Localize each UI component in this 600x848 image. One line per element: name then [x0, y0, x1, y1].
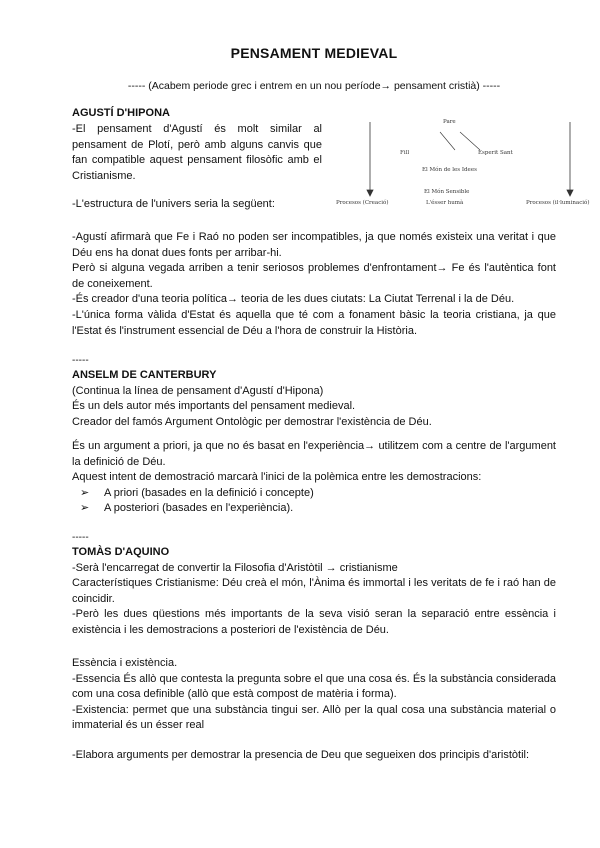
list-item [80, 501, 556, 517]
agusti-conflicte: Però si alguna vegada arriben a tenir seriosos problemes d'enfrontament→ Fe és l'autèntica font de coneixement. [72, 262, 556, 290]
agusti-heading: AGUSTÍ D'HIPONA [72, 107, 170, 119]
diagram-center-label: L'ésser humà [426, 200, 464, 206]
tomas-line-3: -Però les dues qüestions més importants de la seva visió seran la separació entre essència i existència i les demostracions a posteriori de l'existència de Déu. [72, 608, 556, 636]
diagram-fill: Fill [400, 150, 410, 156]
agusti-estructura-block [72, 197, 322, 213]
anselm-separator: ----- [72, 355, 89, 366]
agusti-estructura: -L'estructura de l'univers seria la següent: [72, 198, 275, 210]
anselm-line-1: (Continua la línea de pensament d'Agustí d'Hipona) [72, 384, 324, 397]
tomas-heading: TOMÀS D'AQUINO [72, 546, 170, 558]
anselm-body [72, 439, 556, 517]
agusti-intro: -El pensament d'Agustí és molt similar al pensament de Plotí, però amb alguns canvis que fan compatible aquest pensament filosòfic amb el Cristianisme. [72, 123, 322, 182]
list-item [80, 486, 556, 502]
anselm-polemica: Aquest intent de demostració marcarà l'inici de la polèmica entre les demostracions: [72, 471, 482, 484]
agusti-fe-rao: -Agustí afirmarà que Fe i Raó no poden ser incompatibles, ja que només existeix una veritat i que Déu ens ha donat dues fonts per arribar-hi. [72, 231, 556, 259]
anselm-priori: És un argument a priori, ja que no és basat en l'experiència→ utilitzem com a centre de l'argument la definició de Déu. [72, 440, 556, 468]
agusti-politica: -És creador d'una teoria política→ teoria de les dues ciutats: La Ciutat Terrenal i la de Déu. [72, 293, 515, 306]
section-tomas [72, 531, 556, 639]
right-arrow-head [567, 190, 573, 196]
page-title: PENSAMENT MEDIEVAL [230, 45, 398, 61]
tomas-essencia: -Essencia És allò que contesta la pregunta sobre el que una cosa és. És la substància considerada com una cosa definible (allò que està compost de matèria i forma). [72, 672, 556, 701]
section-anselm [72, 354, 556, 430]
diagram-pare: Pare [443, 119, 456, 125]
diagram-esperit-sant: Esperit Sant [478, 150, 513, 156]
arrow-bullet-icon: ➢ [80, 502, 90, 515]
diagram-mon-sensible: El Món Sensible [424, 189, 470, 195]
agusti-intro-block [72, 122, 322, 184]
pare-fill-link [440, 132, 455, 150]
anselm-line-2: És un dels autor més importants del pensament medieval. [72, 400, 356, 413]
tomas-essencia-title: Essència i existència. [72, 657, 178, 669]
agusti-body [72, 230, 556, 339]
agusti-estat: -L'única forma vàlida d'Estat és aquella que té com a fonament bàsic la teoria cristiana, ja que l'Estat és l'instrument essencial de Déu a l'hora de construir la Història. [72, 308, 556, 337]
diagram-left-label: Procesos (Creació) [336, 200, 389, 206]
tomas-line-1: -Serà l'encarregat de convertir la Filosofia d'Aristòtil → cristianisme [72, 561, 398, 574]
bullet-text: A posteriori (basades en l'experiència). [104, 502, 294, 515]
left-arrow-head [367, 190, 373, 196]
anselm-line-3: Creador del famós Argument Ontològic per demostrar l'existència de Déu. [72, 415, 432, 428]
diagram-arrows [330, 112, 592, 212]
tomas-existencia: -Existencia: permet que una substància tingui ser. Allò per la qual cosa una substància material o immaterial és un ésser real [72, 703, 556, 732]
bullet-text: A priori (basades en la definició i concepte) [104, 486, 314, 499]
tomas-separator: ----- [72, 532, 89, 543]
tomas-arguments: -Elabora arguments per demostrar la presencia de Deu que segueixen dos principis d'aristòtil: [72, 749, 530, 761]
page-subtitle: ----- (Acabem periode grec i entrem en un nou període→ pensament cristià) ----- [127, 80, 501, 92]
diagram-mon-idees: El Món de les Idees [422, 167, 477, 173]
anselm-bullet-list [72, 486, 556, 517]
arrow-bullet-icon: ➢ [80, 486, 90, 499]
tomas-line-2: Característiques Cristianisme: Déu creà el món, l'Ànima és immortal i les veritats de fe i raó han de coincidir. [72, 577, 556, 605]
tomas-arguments-block [72, 748, 556, 764]
tomas-essencia-block [72, 656, 556, 734]
universe-structure-diagram [330, 112, 592, 212]
diagram-right-label: Procesos (il·luminació) [526, 200, 590, 206]
pare-esperit-link [460, 132, 480, 150]
anselm-heading: ANSELM DE CANTERBURY [72, 369, 217, 381]
